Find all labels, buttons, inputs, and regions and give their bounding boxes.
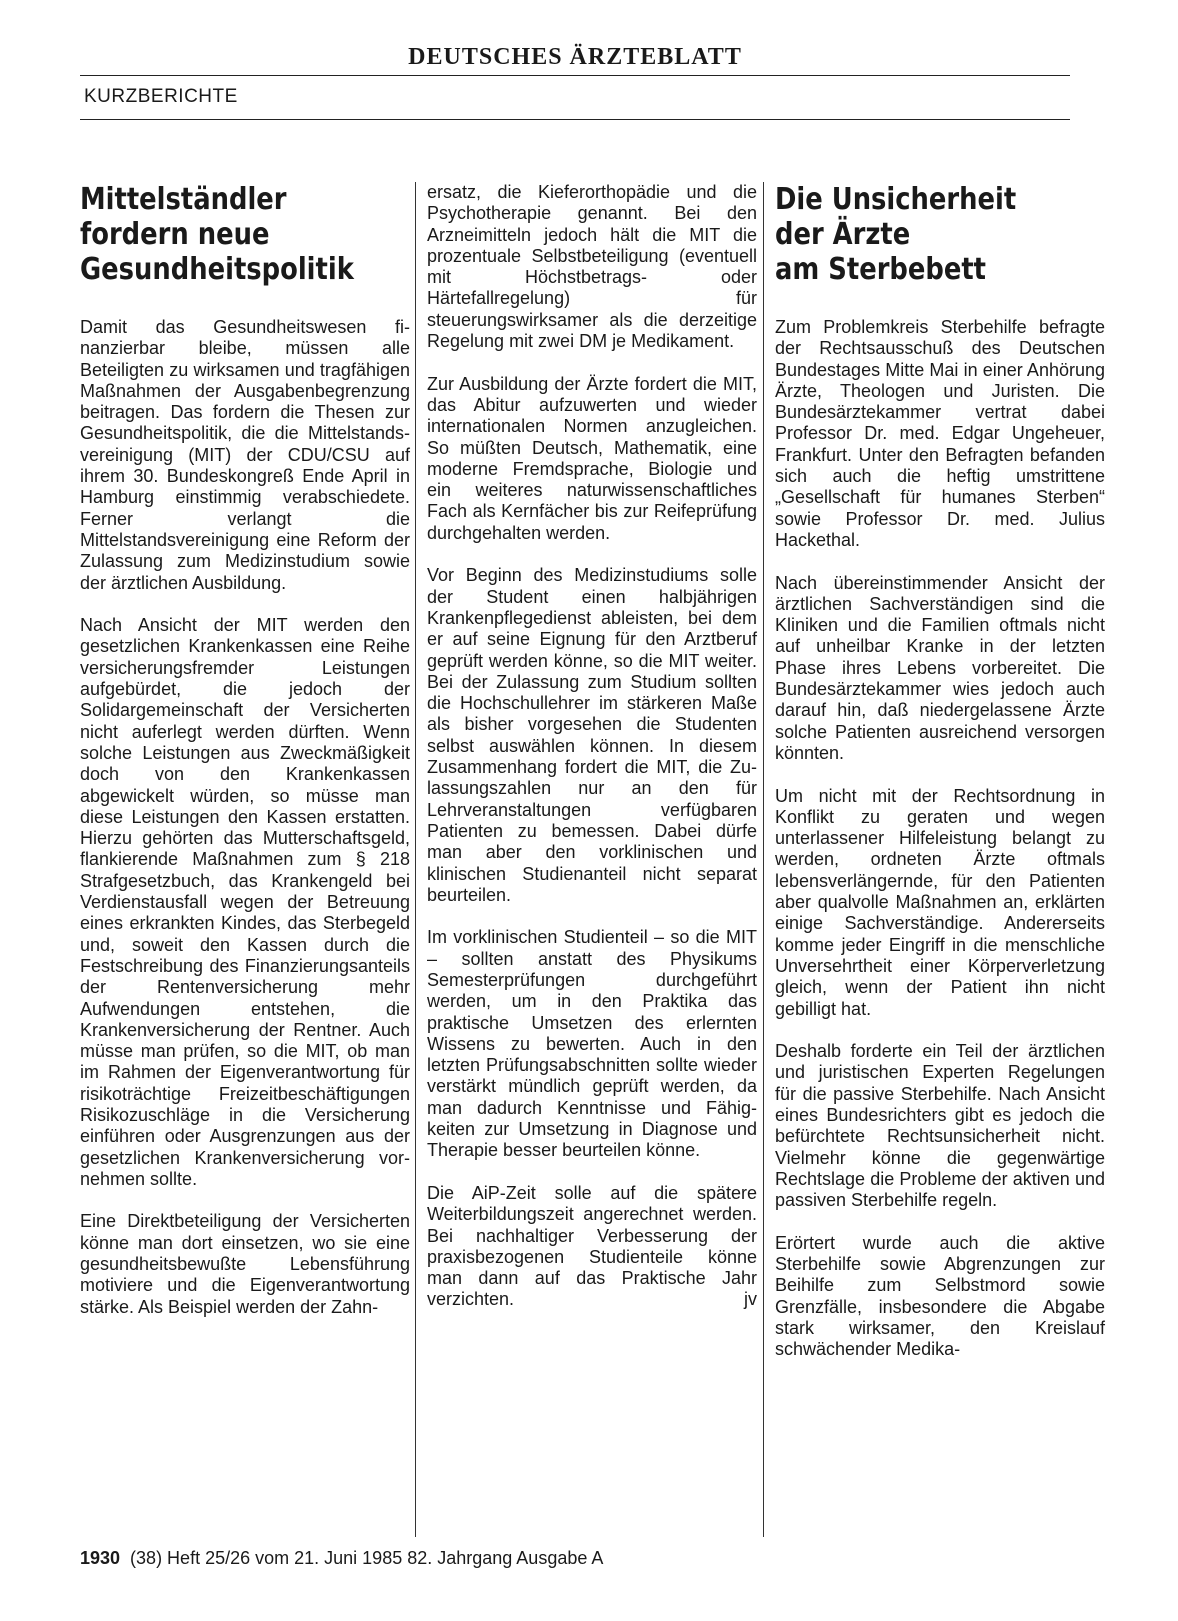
article2-paragraph: Zum Problemkreis Sterbehilfe befragte der Rechtsausschuß des Deutschen Bundestages Mitte Mai in einer Anhörung Ärzte, Theologen und Juristen. Die Bundesärztekammer vertrat dabei Professor Dr. med. Edgar Ungeheuer, Frankfurt. Unter den Befragten befanden sich auch die heftig umstrittene „Gesellschaft für humanes Sterben“ sowie Professor Dr. med. Julius Hackethal. xyxy=(775,317,1105,550)
article1-paragraph: ersatz, die Kieferorthopädie und die Psychotherapie genannt. Bei den Arzneimitteln jedoch hält die MIT die prozentuale Selbstbeteiligung (eventuell mit Höchstbetrags- oder Härtefallregelung) für steuerungswirksamer als die derzeitige Regelung mit zwei DM je Medikament. xyxy=(427,182,757,352)
article2-paragraph: Nach übereinstimmender Ansicht der ärztlichen Sachverständigen sind die Kliniken und die Familien oftmals nicht auf unheilbar Kranke in der letzten Phase ihres Lebens vorbereitet. Die Bundesärztekammer wies jedoch auch darauf hin, daß niedergelassene Ärzte solche Patienten ausreichend versorgen könnten. xyxy=(775,572,1105,763)
article1-paragraph: Vor Beginn des Medizinstudiums solle der Student einen halbjährigen Krankenpflegedienst ableisten, bei dem er auf seine Eignung für den Arztberuf geprüft werden könne, so die MIT weiter. Bei der Zulassung zum Studium sollten die Hochschullehrer im stärkeren Maße als bisher vorgesehen die Studenten selbst auswählen können. In diesem Zusammenhang fordert die MIT, die Zulassungszahlen nur an den für Lehrveranstaltungen verfügbaren Patienten zu bemessen. Dabei dürfe man aber den vorklinischen und klinischen Studienanteil nicht separat beurteilen. xyxy=(427,565,757,905)
article1-paragraph: Zur Ausbildung der Ärzte fordert die MIT, das Abitur aufzuwerten und wieder internationalen Normen anzugleichen. So müßten Deutsch, Mathematik, eine moderne Fremdsprache, Biologie und ein weiteres naturwissenschaftliches Fach als Kernfächer bis zur Reifeprüfung durchgehalten werden. xyxy=(427,373,757,543)
article1-paragraph-text: Die AiP-Zeit solle auf die spätere Weiterbildungszeit angerechnet werden. Bei nachhaltiger Verbesserung der praxisbezogenen Studienteile könne man dann auf das Praktische Jahr verzichten. xyxy=(427,1182,757,1310)
article2-paragraph: Deshalb forderte ein Teil der ärztlichen und juristischen Experten Regelungen für die passive Sterbehilfe. Nach Ansicht eines Bundesrichters gibt es jedoch die befürchtete Rechtsunsicherheit nicht. Vielmehr könne die gegenwärtige Rechtslage die Probleme der aktiven und passiven Sterbehilfe regeln. xyxy=(775,1041,1105,1211)
masthead: DEUTSCHES ÄRZTEBLATT xyxy=(408,44,742,70)
author-initials: jv xyxy=(744,1289,757,1310)
article2-title-line: Die Unsicherheit xyxy=(775,182,1017,217)
section-rule xyxy=(80,119,1070,120)
article1-paragraph: Eine Direktbeteiligung der Versicherten könne man dort einsetzen, wo sie eine gesundheitsbewußte Lebensführung motiviere und die Eigenverantwortung stärke. Als Beispiel werden der Zahn- xyxy=(80,1211,410,1317)
column-divider-2 xyxy=(763,182,764,1537)
page-footer xyxy=(80,1548,603,1569)
article2-paragraph: Erörtert wurde auch die aktive Sterbehilfe sowie Abgrenzungen zur Beihilfe zum Selbstmord sowie Grenzfälle, insbesondere die Abgabe stark wirksamer, den Kreislauf schwächender Medika- xyxy=(775,1232,1105,1360)
article2-title-line: der Ärzte xyxy=(775,217,911,252)
article1-title-line: Mittelständler xyxy=(80,182,287,217)
section-label: KURZBERICHTE xyxy=(84,86,238,107)
article1-title-line: Gesundheitspolitik xyxy=(80,252,354,287)
column-2 xyxy=(427,182,757,1332)
masthead-rule xyxy=(80,75,1070,76)
article1-paragraph: Damit das Gesundheitswesen finanzierbar bleibe, müssen alle Beteiligten zu wirksamen und tragfähigen Maßnahmen der Ausgabenbegrenzung beitragen. Das fordern die Thesen zur Gesundheitspolitik, die die Mittelstandsvereinigung (MIT) der CDU/CSU auf ihrem 30. Bundeskongreß Ende April in Hamburg einstimmig verabschiedete. Ferner verlangt die Mittelstandsvereinigung eine Reform der Zulassung zum Medizinstudium sowie der ärztlichen Ausbildung. xyxy=(80,317,410,593)
article1-last-paragraph xyxy=(427,1183,757,1311)
article2-title-line: am Sterbebett xyxy=(775,252,987,287)
article2-title xyxy=(775,182,1110,287)
column-3 xyxy=(775,182,1105,1382)
column-divider-1 xyxy=(415,182,416,1537)
page-number: 1930 xyxy=(80,1548,121,1568)
article1-title xyxy=(80,182,415,287)
issue-info: (38) Heft 25/26 vom 21. Juni 1985 82. Jahrgang Ausgabe A xyxy=(130,1548,604,1568)
article1-paragraph: Nach Ansicht der MIT werden den gesetzlichen Krankenkassen eine Reihe versicherungsfremder Leistungen aufgebürdet, die jedoch der Solidargemeinschaft der Versicherten nicht auferlegt werden dürften. Wenn solche Leistungen aus Zweckmäßigkeit doch von den Krankenkassen abgewickelt würden, so müsse man diese Leistungen den Kassen erstatten. Hierzu gehörten das Mutterschaftsgeld, flankierende Maßnahmen zum § 218 Strafgesetzbuch, das Krankengeld bei Verdienstausfall wegen der Betreuung eines erkrankten Kindes, das Sterbegeld und, soweit den Kassen durch die Festschreibung des Finanzierungsanteils der Rentenversicherung mehr Aufwendungen entstehen, die Krankenversicherung der Rentner. Auch müsse man prüfen, so die MIT, ob man im Rahmen der Eigenverantwortung für risikoträchtige Freizeitbeschäftigungen Risikozuschläge in die Versicherung einführen oder Ausgrenzungen aus der gesetzlichen Krankenversicherung vornehmen sollte. xyxy=(80,615,410,1189)
article2-paragraph: Um nicht mit der Rechtsordnung in Konflikt zu geraten und wegen unterlassener Hilfeleistung belangt zu werden, ordneten Ärzte oftmals lebensverlängernde, für den Patienten aber qualvolle Maßnahmen an, erklärten einige Sachverständige. Andererseits komme jeder Eingriff in die menschliche Unversehrtheit einer Körperverletzung gleich, wenn der Patient ihn nicht gebilligt hat. xyxy=(775,785,1105,1019)
article1-paragraph: Im vorklinischen Studienteil – so die MIT – sollten anstatt des Physikums Semesterprüfungen durchgeführt werden, um in den Praktika das praktische Umsetzen des erlernten Wissens zu bewerten. Auch in den letzten Prüfungsabschnitten sollte wieder verstärkt mündlich geprüft werden, da man dadurch Kenntnisse und Fähigkeiten zur Umsetzung in Diagnose und Therapie besser beurteilen könne. xyxy=(427,927,757,1161)
column-1 xyxy=(80,182,410,1339)
article1-title-line: fordern neue xyxy=(80,217,270,252)
